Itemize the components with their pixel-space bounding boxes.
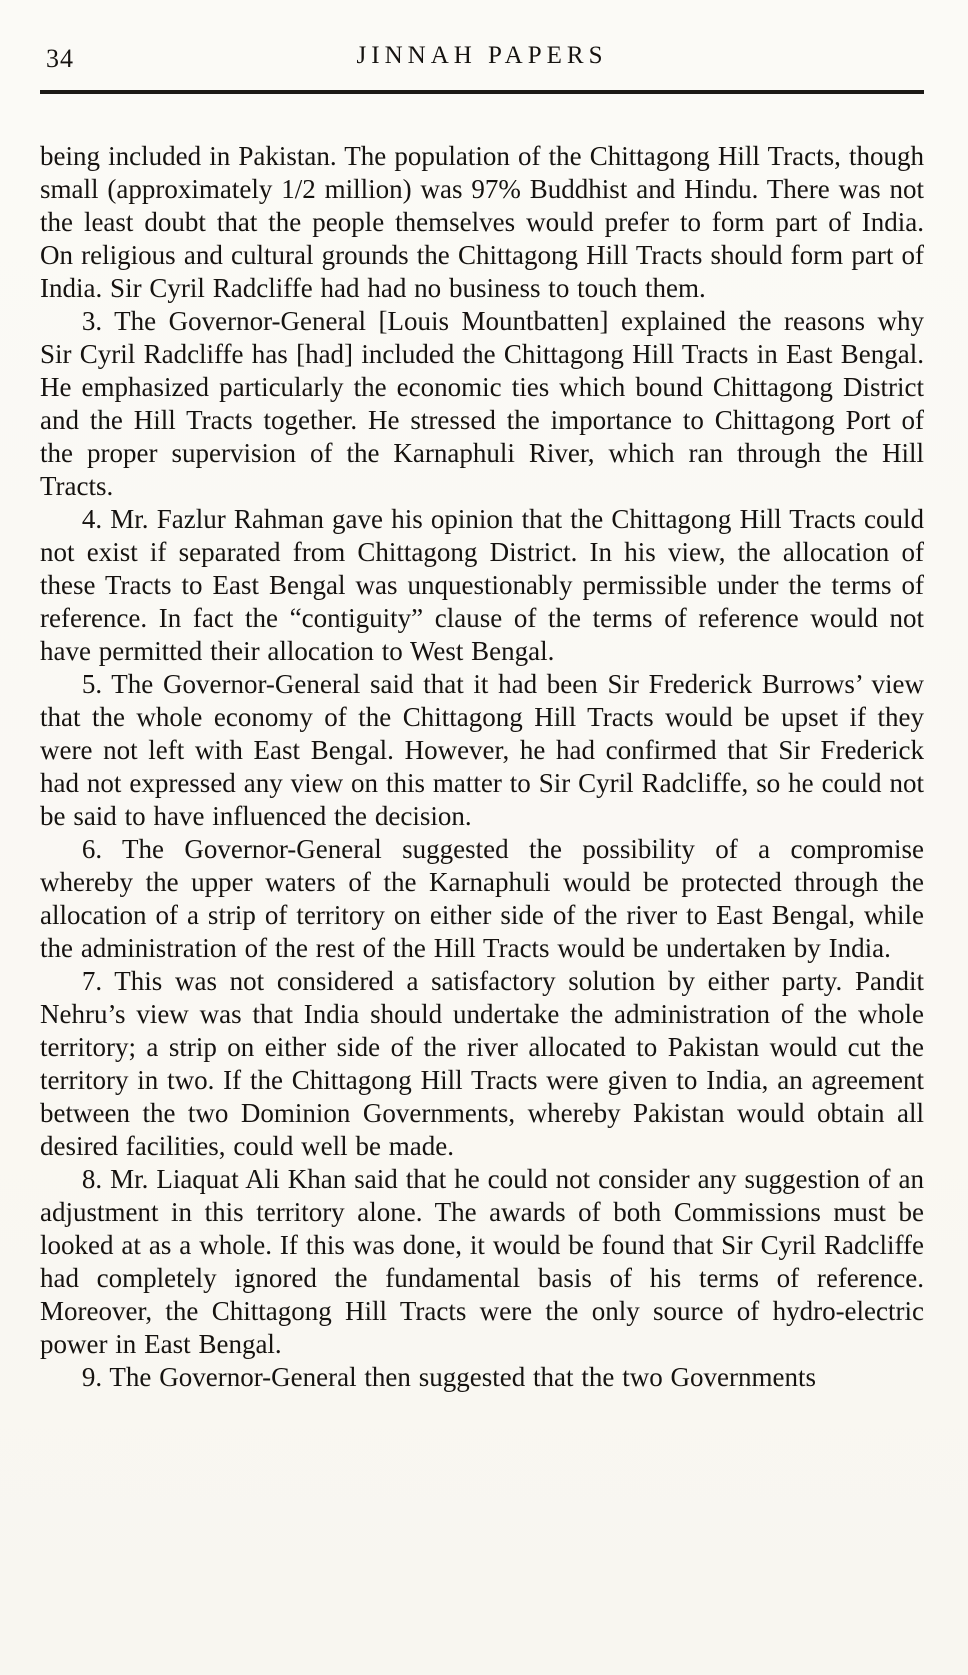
paragraph: 4. Mr. Fazlur Rahman gave his opinion that the Chittagong Hill Tracts could not exist if separated from Chittagong District. In his view, the allocation of these Tracts to East Bengal was unquestionably permissible under the terms of reference. In fact the “contiguity” clause of the terms of reference would not have permitted their allocation to West Bengal. [40,504,924,666]
page-header [40,40,924,82]
paragraph: 6. The Governor-General suggested the possibility of a compromise whereby the upper waters of the Karnaphuli would be protected through the allocation of a strip of territory on either side of the river to East Bengal, while the administration of the rest of the Hill Tracts would be undertaken by India. [40,834,924,963]
paragraph: 8. Mr. Liaquat Ali Khan said that he could not consider any suggestion of an adjustment in this territory alone. The awards of both Commissions must be looked at as a whole. If this was done, it would be found that Sir Cyril Radcliffe had completely ignored the fundamental basis of his terms of reference. Moreover, the Chittagong Hill Tracts were the only source of hydro-electric power in East Bengal. [40,1164,924,1359]
body-text [40,140,924,1394]
paragraph: 3. The Governor-General [Louis Mountbatten] explained the reasons why Sir Cyril Radcliffe has [had] included the Chittagong Hill Tracts in East Bengal. He emphasized particularly the economic ties which bound Chittagong District and the Hill Tracts together. He stressed the importance to Chittagong Port of the proper supervision of the Karnaphuli River, which ran through the Hill Tracts. [40,306,924,501]
running-title: JINNAH PAPERS [356,42,608,69]
header-rule [40,90,924,94]
paragraph: 9. The Governor-General then suggested that the two Governments [81,1362,816,1392]
paragraph: being included in Pakistan. The population of the Chittagong Hill Tracts, though small (approximately 1/2 million) was 97% Buddhist and Hindu. There was not the least doubt that the people themselves would prefer to form part of India. On religious and cultural grounds the Chittagong Hill Tracts should form part of India. Sir Cyril Radcliffe had had no business to touch them. [40,141,924,303]
paragraph: 7. This was not considered a satisfactory solution by either party. Pandit Nehru’s view was that India should undertake the administration of the whole territory; a strip on either side of the river allocated to Pakistan would cut the territory in two. If the Chittagong Hill Tracts were given to India, an agreement between the two Dominion Governments, whereby Pakistan would obtain all desired facilities, could well be made. [40,966,924,1161]
paragraph: 5. The Governor-General said that it had been Sir Frederick Burrows’ view that the whole economy of the Chittagong Hill Tracts would be upset if they were not left with East Bengal. However, he had confirmed that Sir Frederick had not expressed any view on this matter to Sir Cyril Radcliffe, so he could not be said to have influenced the decision. [40,669,924,831]
page-number: 34 [46,44,74,73]
